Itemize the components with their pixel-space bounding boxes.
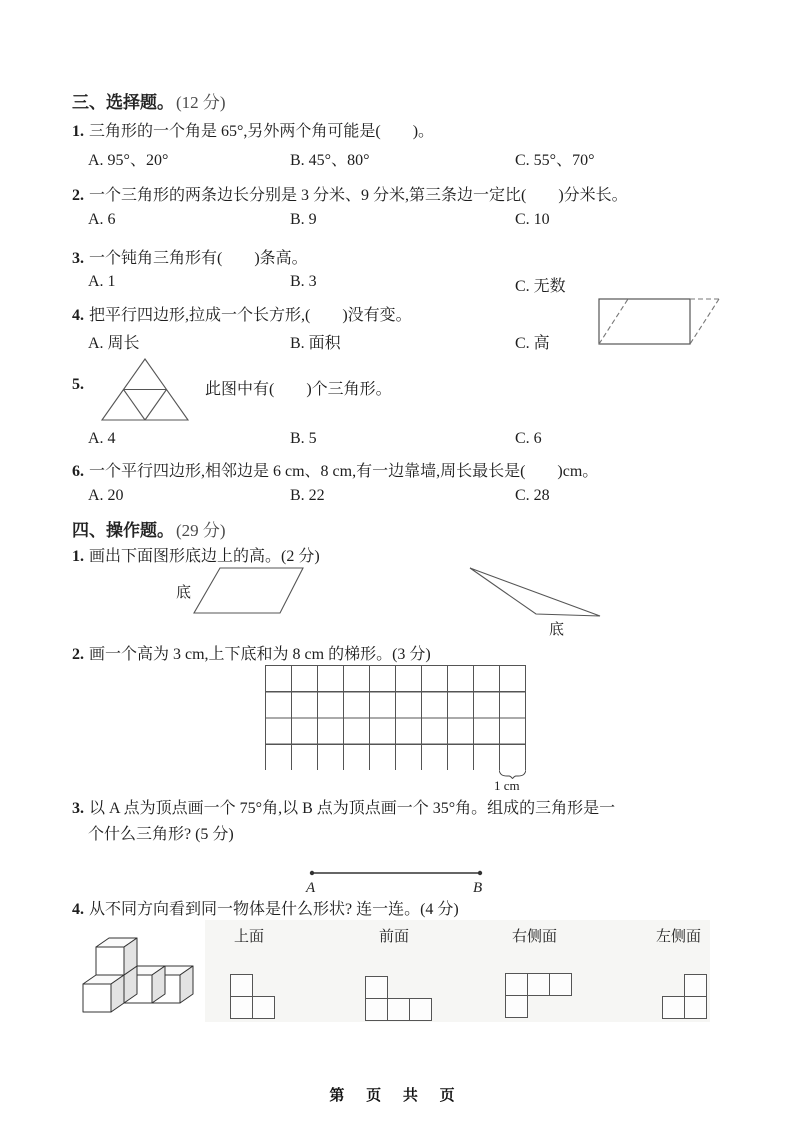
view-shape-front [365, 976, 433, 1022]
section4-title-text: 四、操作题。 [72, 521, 174, 540]
s3-q3-text: 一个钝角三角形有( )条高。 [89, 250, 308, 267]
point-b-label: B [473, 880, 483, 896]
s3-q6-option-b: B. 22 [290, 487, 325, 504]
s3-q1-text: 三角形的一个角是 65°,另外两个角可能是( )。 [89, 123, 435, 140]
s3-q3-option-a: A. 1 [88, 273, 116, 290]
s3-q3 [72, 245, 308, 268]
s3-q2-option-b: B. 9 [290, 211, 317, 228]
s3-q3-option-c: C. 无数 [515, 278, 566, 295]
s4-q1-text: 画出下面图形底边上的高。(2 分) [89, 548, 320, 565]
page-footer: 第 页 共 页 [329, 1088, 464, 1104]
s3-q5-number: 5. [72, 376, 84, 393]
s3-q1-number: 1. [72, 123, 84, 140]
s4-q2-number: 2. [72, 646, 84, 663]
cube-stack-figure [76, 928, 201, 1020]
view-label-top: 上面 [234, 929, 265, 945]
cell [505, 995, 528, 1018]
s4-q4-number: 4. [72, 901, 84, 918]
views-panel [205, 920, 710, 1022]
section3-title [72, 88, 226, 113]
s3-q5-text: 此图中有( )个三角形。 [205, 381, 392, 398]
cell [527, 973, 550, 996]
s4-q3-number: 3. [72, 800, 84, 817]
cell [662, 996, 685, 1019]
s4-q4 [72, 896, 459, 919]
s3-q6-option-c: C. 28 [515, 487, 550, 504]
section4-score: (29 分) [176, 521, 226, 540]
parallelogram-base-label: 底 [176, 585, 192, 601]
section3-title-text: 三、选择题。 [72, 93, 174, 112]
triangle-base-label: 底 [549, 622, 565, 638]
cell [230, 974, 253, 997]
s3-q4-option-b: B. 面积 [290, 335, 341, 352]
s4-q4-text: 从不同方向看到同一物体是什么形状? 连一连。(4 分) [89, 901, 459, 918]
s3-q6-option-a: A. 20 [88, 487, 124, 504]
scale-label: 1 cm [494, 778, 520, 793]
point-a-label: A [306, 880, 316, 896]
s3-q6-text: 一个平行四边形,相邻边是 6 cm、8 cm,有一边靠墙,周长最长是( )cm。 [89, 463, 599, 480]
section3-score: (12 分) [176, 93, 226, 112]
s3-q2-text: 一个三角形的两条边长分别是 3 分米、9 分米,第三条边一定比( )分米长。 [89, 187, 628, 204]
s3-q4-number: 4. [72, 307, 84, 324]
s4-q3-line1 [72, 795, 615, 818]
s4-q3-text-line1: 以 A 点为顶点画一个 75°角,以 B 点为顶点画一个 35°角。组成的三角形是一 [89, 800, 616, 817]
s3-q6 [72, 458, 598, 481]
s3-q2-number: 2. [72, 187, 84, 204]
s3-q2-option-a: A. 6 [88, 211, 116, 228]
parallelogram-figure [185, 560, 315, 620]
s3-q1-option-b: B. 45°、80° [290, 152, 370, 169]
cell [409, 998, 432, 1021]
s3-q4-text: 把平行四边形,拉成一个长方形,( )没有变。 [89, 307, 412, 324]
view-shape-right-side [505, 973, 573, 1019]
view-label-front: 前面 [379, 929, 410, 945]
cell [252, 996, 275, 1019]
s3-q4 [72, 302, 412, 325]
view-label-left-side: 左侧面 [656, 929, 702, 945]
cell [505, 973, 528, 996]
view-label-right-side: 右侧面 [512, 929, 558, 945]
s3-q1-option-a: A. 95°、20° [88, 152, 169, 169]
s3-q2 [72, 182, 628, 205]
rectangle-parallelogram-diagram [598, 292, 723, 350]
cell [387, 998, 410, 1021]
s4-q1-number: 1. [72, 548, 84, 565]
obtuse-triangle-figure [460, 560, 610, 624]
s3-q6-number: 6. [72, 463, 84, 480]
cell [365, 998, 388, 1021]
s3-q2-option-c: C. 10 [515, 211, 550, 228]
s3-q1 [72, 118, 434, 141]
cell [365, 976, 388, 999]
drawing-grid [265, 665, 526, 770]
view-shape-top [230, 974, 276, 1020]
s3-q3-number: 3. [72, 250, 84, 267]
s3-q3-option-b: B. 3 [290, 273, 317, 290]
s3-q5-option-a: A. 4 [88, 430, 116, 447]
subdivided-triangle-diagram [95, 355, 195, 425]
s4-q3-text-line2: 个什么三角形? (5 分) [88, 826, 234, 843]
section4-title [72, 516, 226, 541]
s3-q1-option-c: C. 55°、70° [515, 152, 595, 169]
cell [684, 996, 707, 1019]
s3-q5-option-b: B. 5 [290, 430, 317, 447]
cell [549, 973, 572, 996]
view-shape-left-side [662, 974, 708, 1020]
s3-q4-option-a: A. 周长 [88, 335, 140, 352]
s3-q5-number-wrap [72, 376, 89, 394]
cell [684, 974, 707, 997]
cell [230, 996, 253, 1019]
segment-ab [305, 866, 487, 880]
s4-q2-text: 画一个高为 3 cm,上下底和为 8 cm 的梯形。(3 分) [89, 646, 431, 663]
s4-q2 [72, 641, 431, 664]
s3-q5-option-c: C. 6 [515, 430, 542, 447]
s3-q4-option-c: C. 高 [515, 335, 550, 352]
